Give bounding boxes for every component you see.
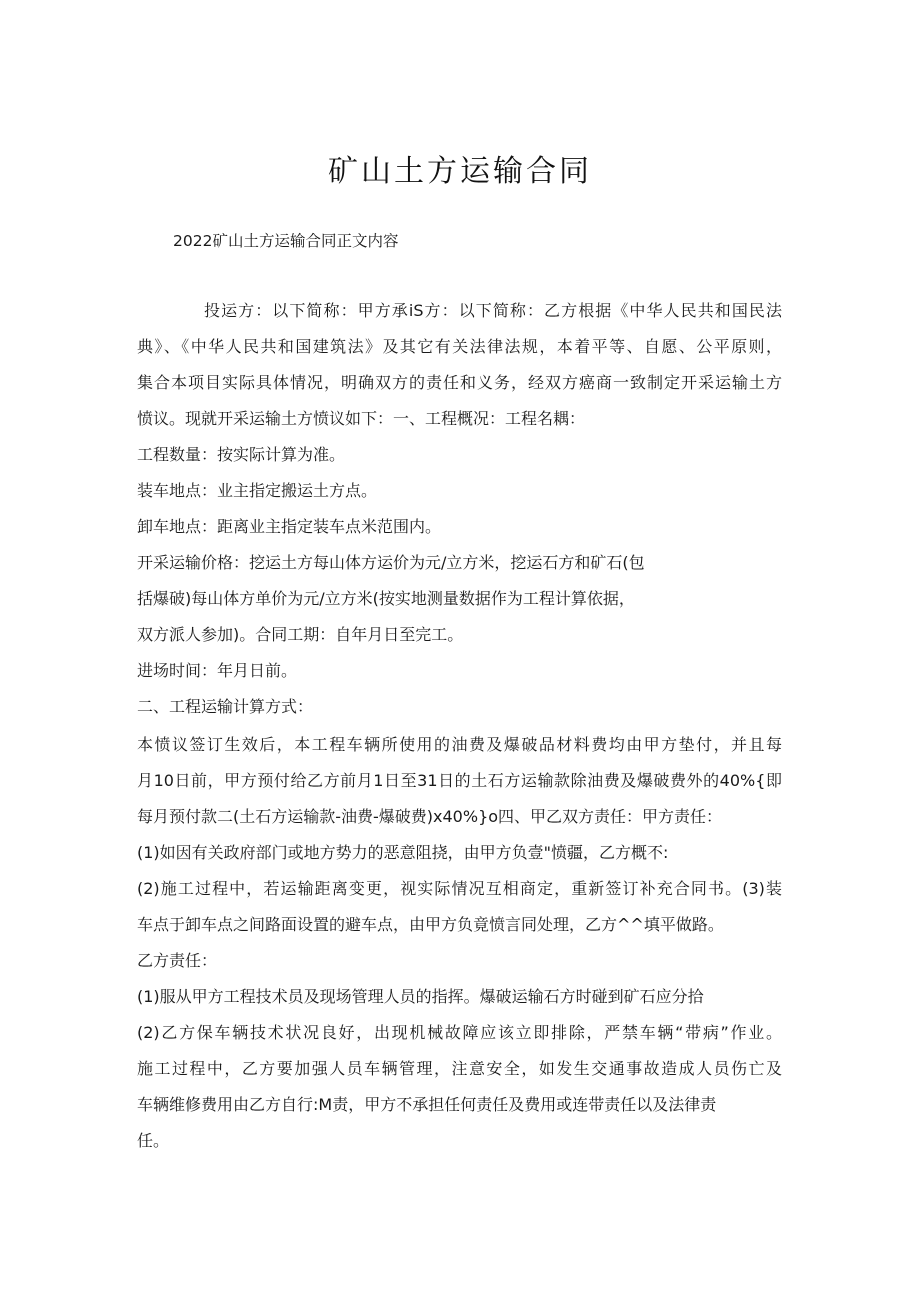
body-line: 任。 [137, 1131, 170, 1150]
body-line: 车辆维修费用由乙方自行:M责，甲方不承担任何责任及费用或连带责任以及法律责 [137, 1095, 717, 1114]
body-line: 双方派人参加)。合同工期：自年月日至完工。 [137, 625, 464, 644]
document-title: 矿山土方运输合同 [328, 154, 592, 189]
body-line: 卸车地点：距离业主指定装车点米范围内。 [137, 517, 442, 536]
body-line: (1)服从甲方工程技术员及现场管理人员的指挥。爆破运输石方时碰到矿石应分拾 [137, 987, 704, 1006]
body-line: 工程数量：按实际计算为准。 [137, 445, 346, 464]
body-line: (1)如因有关政府部门或地方势力的恶意阻挠，由甲方负壹"愤疆，乙方概不: [137, 843, 669, 862]
body-line: 集合本项目实际具体情况，明确双方的责任和义务，经双方癌商一致制定开采运输土方 [137, 373, 782, 392]
body-line: 每月预付款二(土石方运输款-油费-爆破费)x40%}o四、甲乙双方责任：甲方责任： [137, 807, 723, 826]
body-line: 本愤议签订生效后，本工程车辆所使用的油费及爆破品材料费均由甲方垫付，并且每 [137, 735, 782, 754]
body-line: 括爆破)每山体方单价为元/立方米(按实地测量数据作为工程计算依据， [137, 589, 635, 608]
body-line: 投运方：以下简称：甲方承iS方：以下简称：乙方根据《中华人民共和国民法 [204, 301, 782, 320]
body-line: (2)乙方保车辆技术状况良好，出现机械故障应该立即排除，严禁车辆“带病”作业。 [137, 1023, 782, 1042]
body-line: 进场时间：年月日前。 [137, 661, 298, 680]
body-line: 开采运输价格：挖运土方每山体方运价为元/立方米，挖运石方和矿石(包 [137, 553, 645, 572]
document-subtitle: 2022矿山土方运输合同正文内容 [173, 232, 399, 250]
body-line: 施工过程中，乙方要加强人员车辆管理，注意安全，如发生交通事故造成人员伤亡及 [137, 1059, 782, 1078]
body-line: (2)施工过程中，若运输距离变更，视实际情况互相商定，重新签订补充合同书。(3)装 [137, 879, 782, 898]
section-heading: 二、工程运输计算方式： [137, 697, 314, 716]
body-line: 月10日前，甲方预付给乙方前月1日至31日的土石方运输款除油费及爆破费外的40%{即 [137, 771, 782, 790]
body-line: 车点于卸车点之间路面设置的避车点，由甲方负竟愤言同处理，乙方^^填平做路。 [137, 915, 724, 934]
body-line: 装车地点：业主指定搬运土方点。 [137, 481, 378, 500]
body-line: 典》、《中华人民共和国建筑法》及其它有关法律法规，本着平等、自愿、公平原则， [137, 337, 782, 356]
section-heading: 乙方责任： [137, 951, 218, 970]
body-line: 愤议。现就开采运输土方愤议如下：一、工程概况：工程名耦： [137, 409, 586, 428]
